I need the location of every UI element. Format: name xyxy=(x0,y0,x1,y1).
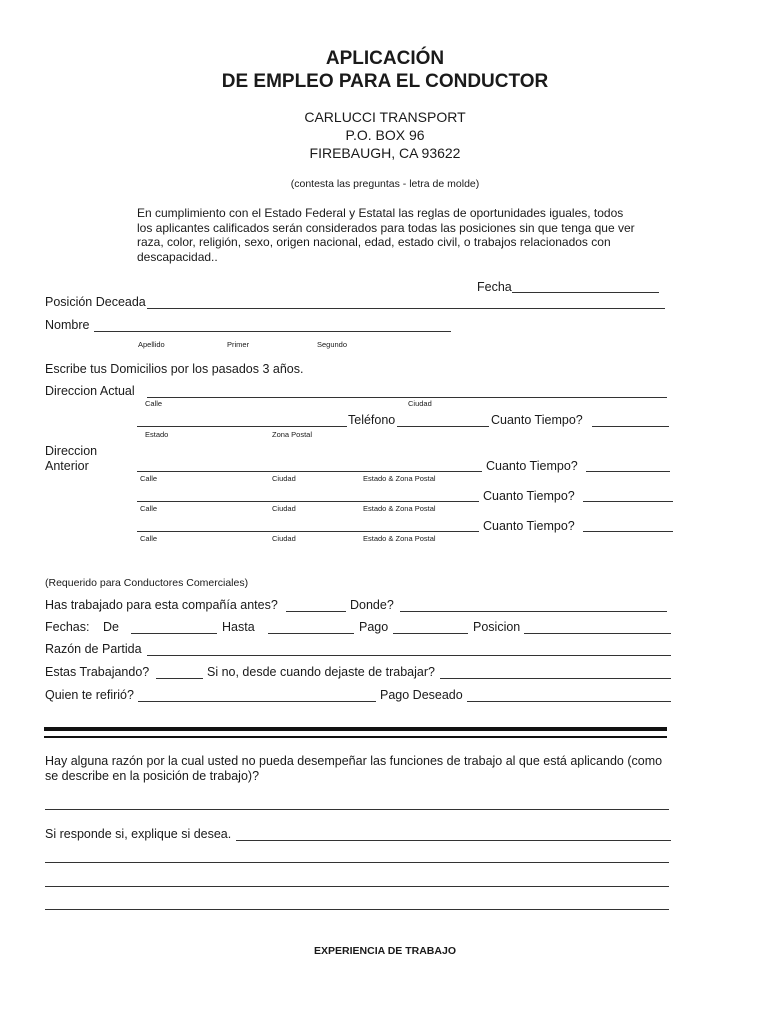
ciudad-caption-1: Ciudad xyxy=(272,474,296,483)
direccion-anterior-label-2: Anterior xyxy=(45,459,89,473)
cuanto-tiempo-label-3: Cuanto Tiempo? xyxy=(483,519,575,533)
nombre-field[interactable] xyxy=(94,331,451,332)
apellido-caption: Apellido xyxy=(138,340,165,349)
cuanto-tiempo-field-2[interactable] xyxy=(583,501,673,502)
direccion-anterior-2-field[interactable] xyxy=(137,501,479,502)
donde-label: Donde? xyxy=(350,598,394,612)
pago-field[interactable] xyxy=(393,633,468,634)
cuanto-tiempo-field-actual[interactable] xyxy=(592,426,669,427)
calle-caption-3: Calle xyxy=(140,534,158,543)
estado-zona-caption-1: Estado & Zona Postal xyxy=(363,474,436,483)
direccion-actual-label: Direccion Actual xyxy=(45,384,135,398)
hasta-field[interactable] xyxy=(268,633,354,634)
fecha-field[interactable] xyxy=(512,292,659,293)
funciones-question: Hay alguna razón por la cual usted no pueda desempeñar las funciones de trabajo al que está aplicando (como se describe en la posición de trabajo)? xyxy=(45,754,663,783)
comercial-note: (Requerido para Conductores Comerciales) xyxy=(45,577,249,589)
pago-deseado-label: Pago Deseado xyxy=(380,688,463,702)
de-label: De xyxy=(103,620,119,634)
telefono-label: Teléfono xyxy=(348,413,396,427)
estado-zona-field[interactable] xyxy=(137,426,347,427)
cuanto-tiempo-field-3[interactable] xyxy=(583,531,673,532)
hasta-label: Hasta xyxy=(222,620,255,634)
posicion-anterior-field[interactable] xyxy=(524,633,671,634)
experiencia-heading: EXPERIENCIA DE TRABAJO xyxy=(314,945,456,957)
cuanto-tiempo-field-1[interactable] xyxy=(586,471,670,472)
razon-label: Razón de Partida xyxy=(45,642,142,656)
company-po-box: P.O. BOX 96 xyxy=(345,127,425,143)
calle-caption: Calle xyxy=(145,399,163,408)
domicilios-heading: Escribe tus Domicilios por los pasados 3 años. xyxy=(45,362,304,376)
pago-deseado-field[interactable] xyxy=(467,701,671,702)
explique-line-4[interactable] xyxy=(45,909,669,910)
calle-caption-2: Calle xyxy=(140,504,158,513)
title-line-1: APLICACIÓN xyxy=(325,48,445,69)
posicion-label: Posición Deceada xyxy=(45,295,146,309)
equal-opportunity-statement: En cumplimiento con el Estado Federal y Estatal las reglas de oportunidades iguales, todos los aplicantes calificados serán considerados para todas las posiciones sin que tenga que ver raza, color, religión, sexo, origen nacional, edad, estado civil, o trabajos relacionados con descapacidad.. xyxy=(137,206,635,264)
fecha-label: Fecha xyxy=(477,280,512,294)
ciudad-caption: Ciudad xyxy=(408,399,432,408)
nombre-label: Nombre xyxy=(45,318,90,332)
pago-label: Pago xyxy=(359,620,389,634)
ciudad-caption-2: Ciudad xyxy=(272,504,296,513)
refirio-field[interactable] xyxy=(138,701,376,702)
section-divider-thin xyxy=(44,736,667,738)
direccion-anterior-1-field[interactable] xyxy=(137,471,482,472)
zona-postal-caption: Zona Postal xyxy=(272,430,313,439)
cuanto-tiempo-label-1: Cuanto Tiempo? xyxy=(486,459,578,473)
fechas-label: Fechas: xyxy=(45,620,90,634)
company-name: CARLUCCI TRANSPORT xyxy=(304,109,466,125)
direccion-anterior-label-1: Direccion xyxy=(45,444,98,458)
instruction-text: (contesta las preguntas - letra de molde) xyxy=(290,178,480,190)
trabajando-field[interactable] xyxy=(156,678,203,679)
si-no-field[interactable] xyxy=(440,678,671,679)
ciudad-caption-3: Ciudad xyxy=(272,534,296,543)
si-no-label: Si no, desde cuando dejaste de trabajar? xyxy=(207,665,435,679)
trabajado-field[interactable] xyxy=(286,611,346,612)
posicion-field[interactable] xyxy=(147,308,665,309)
refirio-label: Quien te refirió? xyxy=(45,688,134,702)
calle-caption-1: Calle xyxy=(140,474,158,483)
funciones-answer-line[interactable] xyxy=(45,809,669,810)
segundo-caption: Segundo xyxy=(317,340,348,349)
razon-field[interactable] xyxy=(147,655,671,656)
posicion-anterior-label: Posicion xyxy=(473,620,521,634)
section-divider-thick xyxy=(44,727,667,731)
explique-line-2[interactable] xyxy=(45,862,669,863)
primer-caption: Primer xyxy=(227,340,250,349)
cuanto-tiempo-label-2: Cuanto Tiempo? xyxy=(483,489,575,503)
explique-field[interactable] xyxy=(236,840,671,841)
donde-field[interactable] xyxy=(400,611,667,612)
estado-zona-caption-3: Estado & Zona Postal xyxy=(363,534,436,543)
cuanto-tiempo-label-actual: Cuanto Tiempo? xyxy=(491,413,583,427)
de-field[interactable] xyxy=(131,633,217,634)
title-line-2: DE EMPLEO PARA EL CONDUCTOR xyxy=(221,71,549,92)
direccion-actual-field[interactable] xyxy=(147,397,667,398)
company-city: FIREBAUGH, CA 93622 xyxy=(309,145,461,161)
estado-caption: Estado xyxy=(145,430,169,439)
explique-label: Si responde si, explique si desea. xyxy=(45,827,232,841)
explique-line-3[interactable] xyxy=(45,886,669,887)
direccion-anterior-3-field[interactable] xyxy=(137,531,479,532)
telefono-field[interactable] xyxy=(397,426,489,427)
trabajado-label: Has trabajado para esta compañía antes? xyxy=(45,598,278,612)
estado-zona-caption-2: Estado & Zona Postal xyxy=(363,504,436,513)
trabajando-label: Estas Trabajando? xyxy=(45,665,150,679)
